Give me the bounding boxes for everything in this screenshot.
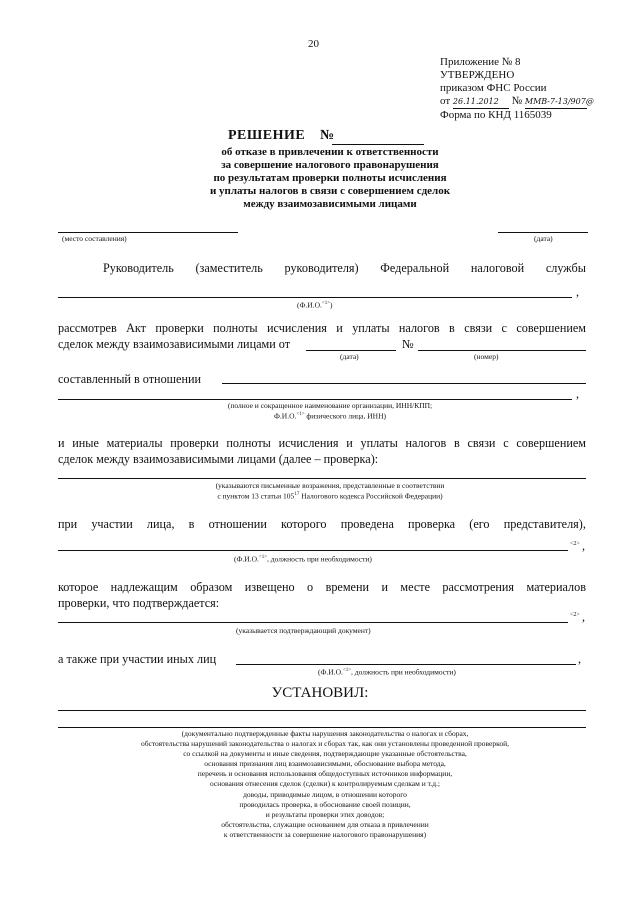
document-title: РЕШЕНИЕ — [228, 128, 306, 143]
order-number: ММВ-7-13/907@ — [525, 95, 587, 109]
compiled-line-2 — [58, 399, 572, 400]
participation-line: при участии лица, в отношении которого проведена проверка (его представителя), — [58, 517, 586, 531]
also-line — [236, 664, 576, 665]
title-subtitle: об отказе в привлечении к ответственности за совершение налогового правонарушения по результатам проверки полноты исчисления и уплаты налогов в связи с совершением сделок между взаимозависимыми лицами — [209, 146, 451, 210]
established-note: (документально подтвержденные факты нарушения законодательства о налогах и сборах, обстоятельства нарушений законодательства о налогах и сборах так, как они установлены проведенной проверкой, со ссылкой на документы и иные сведения, подтверждающие указанные обстоятельства, основания признания лиц взаимозависимыми, обоснование выбора метода, перечень и основания использования общедоступных источников информации, основания отнесения сделок (сделки) к контролируемым сделкам и т.д.; доводы, приводимые лицом, в отношении которого проводилась проверка, в обоснование своей позиции, и результаты проверки этих доводов; обстоятельства, служащие основанием для отказа в привлечении к ответственности за совершение налогового правонарушения) — [140, 729, 510, 839]
title-number-line — [332, 144, 424, 145]
footnote-ref-2a: <2> — [570, 541, 580, 547]
head-fio-line — [58, 297, 572, 298]
comma-1: , — [576, 285, 580, 299]
comma-4: , — [582, 610, 586, 624]
org-note: (полное и сокращенное наименование организации, ИНН/КПП; Ф.И.О.$^{<1>}$ физического лица, ИНН) — [227, 401, 433, 421]
approval-header — [440, 56, 630, 122]
participant-line — [58, 550, 568, 551]
footnote-ref-2b: <2> — [570, 612, 580, 618]
other-line-1: и иные материалы проверки полноты исчисления и уплаты налогов в связи с совершением — [58, 436, 586, 450]
notified-doc-line — [58, 622, 568, 623]
comma-5: , — [578, 652, 582, 666]
comma-2: , — [576, 387, 580, 401]
header-line-approved: УТВЕРЖДЕНО — [440, 69, 515, 81]
header-line-date: от 26.11.2012 № ММВ-7-13/907@ — [440, 95, 594, 107]
other-line-2: сделок между взаимозависимыми лицами (далее – проверка): — [58, 452, 379, 466]
established-line-2 — [58, 727, 586, 728]
date-label: (дата) — [534, 234, 553, 243]
established-line-1 — [58, 710, 586, 711]
head-fio-label: (Ф.И.О.$^{<1>}$) — [297, 300, 333, 310]
page-number: 20 — [308, 38, 319, 50]
also-label: а также при участии иных лиц — [58, 652, 217, 666]
place-line — [58, 232, 238, 233]
participant-note: (Ф.И.О.$^{<1>}$, должность при необходимости) — [234, 554, 372, 564]
comma-3: , — [582, 539, 586, 553]
head-line: Руководитель (заместитель руководителя) Федеральной налоговой службы — [103, 261, 586, 275]
notified-doc-note: (указывается подтверждающий документ) — [236, 626, 371, 635]
established-heading: УСТАНОВИЛ: — [271, 685, 369, 701]
notified-line-1: которое надлежащим образом извещено о времени и месте рассмотрения материалов — [58, 580, 586, 594]
title-number-sign: № — [320, 128, 335, 143]
date-line — [498, 232, 588, 233]
act-line-1: рассмотрев Акт проверки полноты исчисления и уплаты налогов в связи с совершением — [58, 321, 586, 335]
header-line-appendix: Приложение № 8 — [440, 56, 521, 68]
objections-note: (указываются письменные возражения, представленные в соответствии с пунктом 13 статьи $105^{17}$ Налогового кодекса Российской Федерации) — [215, 481, 445, 501]
compiled-label: составленный в отношении — [58, 372, 202, 386]
act-number-label: (номер) — [474, 352, 499, 361]
act-date-label: (дата) — [340, 352, 359, 361]
act-number-line — [418, 350, 586, 351]
act-line-2: сделок между взаимозависимыми лицами от — [58, 337, 291, 351]
order-date: 26.11.2012 — [453, 95, 509, 109]
compiled-line-1 — [222, 383, 586, 384]
act-date-line — [306, 350, 396, 351]
act-number-sign: № — [402, 337, 414, 351]
header-line-order: приказом ФНС России — [440, 82, 547, 94]
header-line-form: Форма по КНД 1165039 — [440, 109, 552, 121]
also-note: (Ф.И.О.$^{<1>}$, должность при необходимости) — [318, 667, 456, 677]
objections-line — [58, 478, 586, 479]
place-label: (место составления) — [62, 234, 127, 243]
notified-line-2: проверки, что подтверждается: — [58, 596, 220, 610]
